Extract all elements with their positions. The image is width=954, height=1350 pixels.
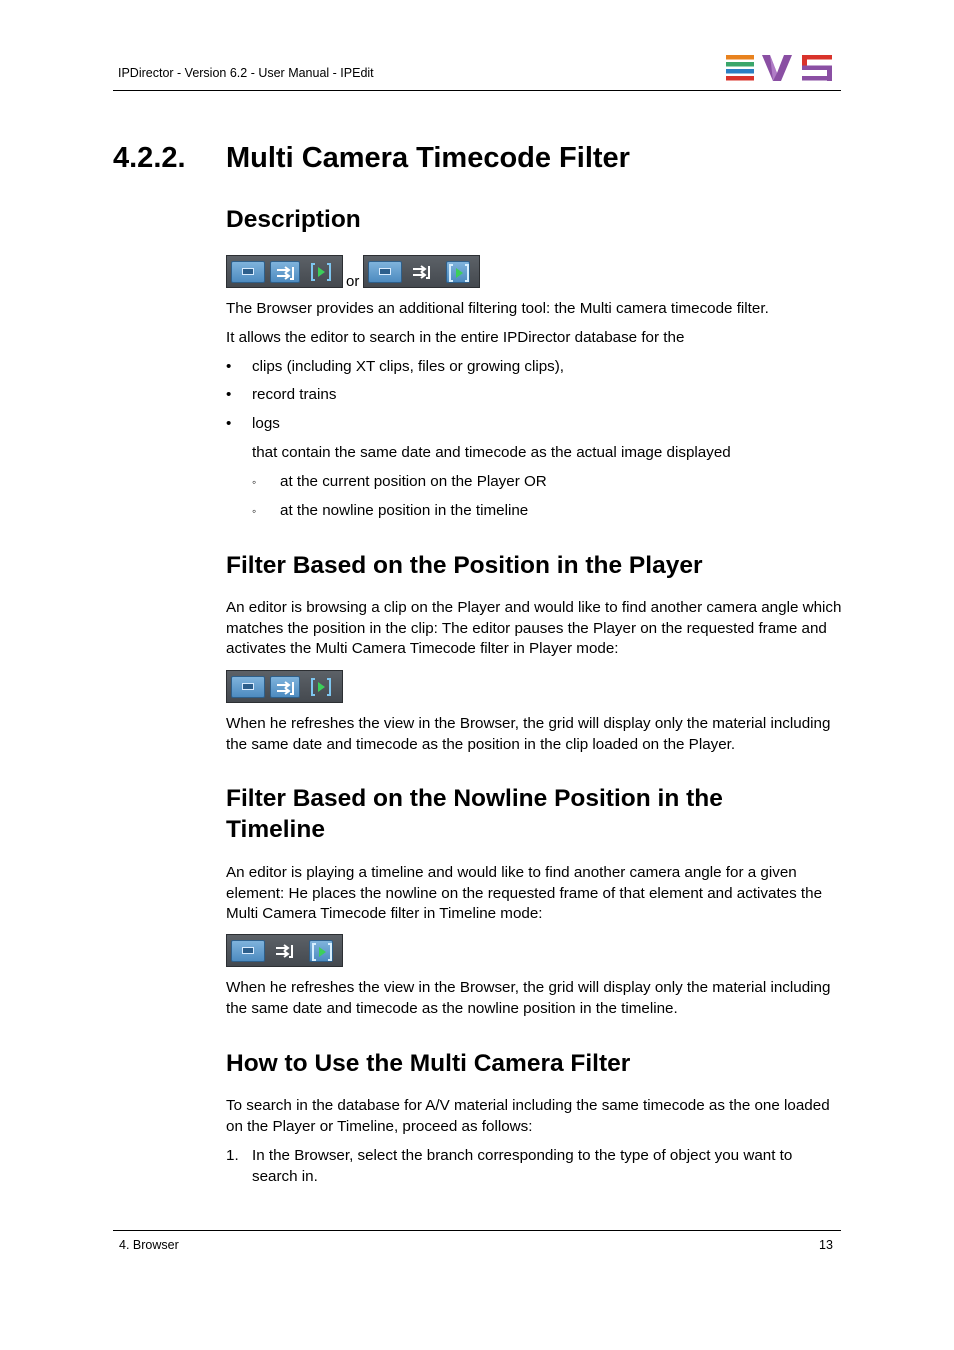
step-text: In the Browser, select the branch corresponding to the type of object you want to search in. [252,1147,793,1185]
xt-clip-icon [231,676,265,698]
sub-list-item: at the nowline position in the timeline [280,502,529,519]
multicam-filter-icon [270,261,300,283]
how-to-heading: How to Use the Multi Camera Filter [226,1050,631,1077]
xt-clip-icon [231,940,265,962]
timeline-filter-heading-line-2: Timeline [226,816,325,843]
timeline-filter-para-2: When he refreshes the view in the Browser, the grid will display only the material including the same date and timecode as the nowline position in the timeline. [226,979,831,1017]
multicam-filter-icon [270,940,300,962]
how-to-para-1: To search in the database for A/V material including the same timecode as the one loaded on the Player or Timeline, proceed as follows: [226,1097,830,1135]
multicam-filter-icon [407,261,437,283]
or-label: or [346,273,360,290]
timeline-filter-para-1: An editor is playing a timeline and would like to find another camera angle for a given element: He places the nowline on the requested frame of that element and activates the Multi Camera Timecode filter in Timeline mode: [226,864,823,923]
sub-list-item: at the current position on the Player OR [280,473,547,490]
step-number: 1. [226,1147,239,1164]
timeline-mode-icon [446,261,470,283]
page-number: 13 [819,1238,833,1252]
description-intro-2: It allows the editor to search in the entire IPDirector database for the [226,329,685,346]
toolbar-timeline-mode [226,934,343,967]
section-title: Multi Camera Timecode Filter [226,142,630,174]
player-filter-para-2: When he refreshes the view in the Browser, the grid will display only the material including the same date and timecode as the position in the clip loaded on the Player. [226,715,831,753]
toolbar-player-mode [226,670,343,703]
list-item: record trains [252,386,337,403]
list-item: logs [252,415,280,432]
player-mode-icon [309,676,333,698]
sub-bullet-marker: ◦ [252,475,257,489]
description-heading: Description [226,206,361,233]
footer-chapter: 4. Browser [119,1238,179,1252]
bullet-marker: • [226,358,232,375]
header-doc-title: IPDirector - Version 6.2 - User Manual - IPEdit [118,66,374,80]
evs-logo [726,55,834,81]
list-continuation: that contain the same date and timecode as the actual image displayed [252,444,731,461]
timeline-mode-icon [309,940,333,962]
bullet-marker: • [226,386,232,403]
timeline-filter-heading-line-1: Filter Based on the Nowline Position in the [226,785,723,812]
player-mode-icon [309,261,333,283]
sub-bullet-marker: ◦ [252,504,257,518]
description-intro-1: The Browser provides an additional filtering tool: the Multi camera timecode filter. [226,300,769,317]
footer-divider [113,1230,841,1231]
xt-clip-icon [368,261,402,283]
multicam-filter-icon [270,676,300,698]
toolbar-player-mode [226,255,343,288]
toolbar-timeline-mode [363,255,480,288]
player-filter-para-1: An editor is browsing a clip on the Player and would like to find another camera angle which matches the position in the clip: The editor pauses the Player on the requested frame and activates the Multi Camera Timecode filter in Player mode: [226,599,842,658]
section-number: 4.2.2. [113,142,186,174]
player-filter-heading: Filter Based on the Position in the Player [226,552,703,579]
xt-clip-icon [231,261,265,283]
list-item: clips (including XT clips, files or growing clips), [252,358,565,375]
header-divider [113,90,841,91]
bullet-marker: • [226,415,232,432]
